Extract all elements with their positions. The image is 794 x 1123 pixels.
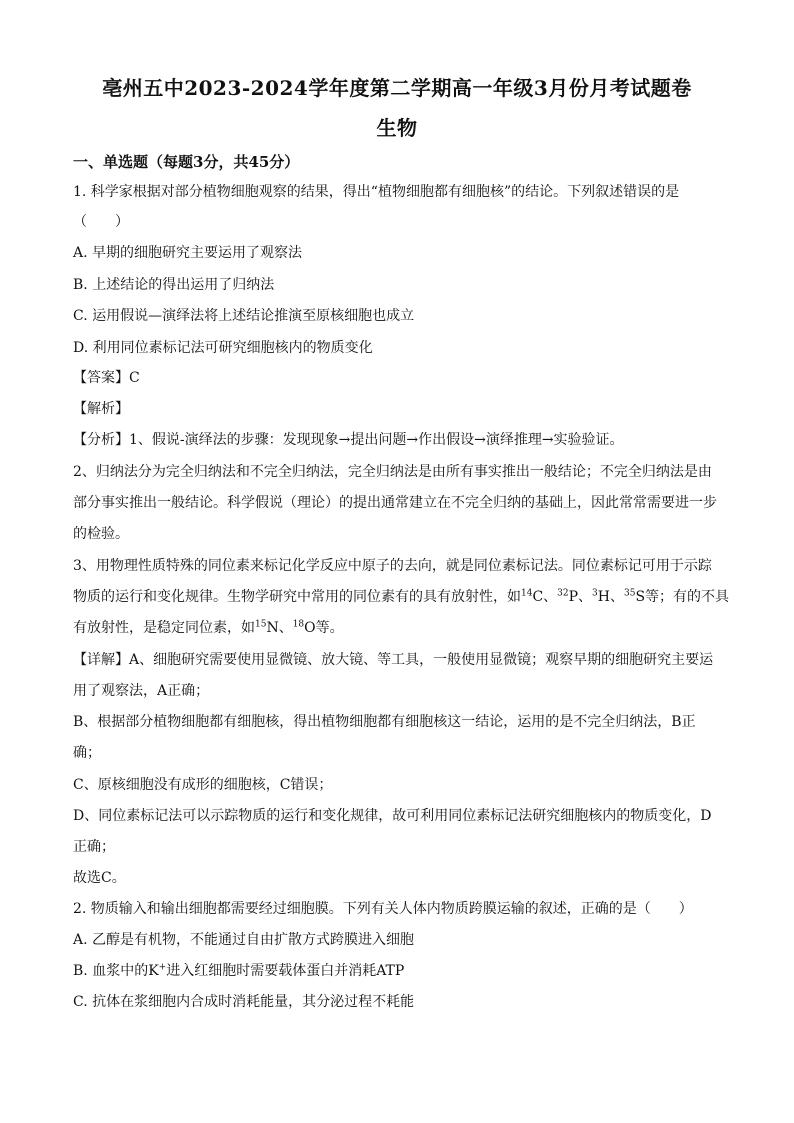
subject-title: 生物	[376, 116, 418, 140]
isotope-o18-mass: 18	[292, 619, 305, 630]
q2-option-b-text-end: 进入红细胞时需要载体蛋白并消耗ATP	[166, 963, 405, 979]
q2-stem: 2. 物质输入和输出细胞都需要经过细胞膜。下列有关人体内物质跨膜运输的叙述，正确的是（ ）	[73, 901, 693, 917]
q1-analysis-label: 【解析】	[73, 401, 129, 417]
q1-option-d: D. 利用同位素标记法可研究细胞核内的物质变化	[73, 340, 373, 356]
section-heading: 一、单选题（每题3分，共45分）	[73, 153, 300, 171]
q1-analysis-line4: 的检验。	[73, 526, 129, 542]
q1-detail-line4: 确；	[73, 745, 101, 761]
isotope-n15-symbol: N、	[266, 620, 293, 636]
q1-detail-line6: D、同位素标记法可以示踪物质的运行和变化规律，故可利用同位素标记法研究细胞核内的物质变化，D	[73, 808, 712, 824]
q1-detail-line3: B、根据部分植物细胞都有细胞核，得出植物细胞都有细胞核这一结论，运用的是不完全归纳法，B正	[73, 714, 696, 730]
potassium-charge: +	[158, 962, 167, 973]
q1-detail-line8: 故选C。	[73, 870, 126, 886]
q1-detail-line5: C、原核细胞没有成形的细胞核，C错误；	[73, 777, 333, 793]
q2-option-b	[73, 961, 723, 981]
q1-stem-line2: （ ）	[73, 214, 129, 230]
q1-analysis-line6-text: 物质的运行和变化规律。生物学研究中常用的同位素有的具有放射性，如	[73, 589, 521, 605]
isotope-s35-symbol: S等；有的不具	[635, 589, 730, 605]
isotope-c14-symbol: C、	[532, 589, 558, 605]
q1-analysis-line5: 3、用物理性质特殊的同位素来标记化学反应中原子的去向，就是同位素标记法。同位素标记可用于示踪	[73, 558, 712, 574]
q1-answer: 【答案】C	[73, 370, 140, 386]
q1-analysis-line2: 2、归纳法分为完全归纳法和不完全归纳法，完全归纳法是由所有事实推出一般结论；不完全归纳法是由	[73, 464, 712, 480]
q2-option-c: C. 抗体在浆细胞内合成时消耗能量，其分泌过程不耗能	[73, 994, 415, 1010]
isotope-h3-symbol: H、	[597, 589, 624, 605]
q2-option-b-text-start: B. 血浆中的K	[73, 963, 159, 979]
q1-detail-line7: 正确；	[73, 839, 115, 855]
q2-option-a: A. 乙醇是有机物，不能通过自由扩散方式跨膜进入细胞	[73, 932, 415, 948]
q1-analysis-line7	[73, 618, 723, 638]
q1-analysis-line6	[73, 587, 730, 607]
q1-option-c: C. 运用假说—演绎法将上述结论推演至原核细胞也成立	[73, 308, 415, 324]
q1-analysis-line1: 【分析】1、假说-演绎法的步骤：发现现象→提出问题→作出假设→演绎推理→实验验证。	[73, 432, 624, 448]
q1-detail-line2: 用了观察法，A正确；	[73, 683, 210, 699]
isotope-h3-mass: 3	[592, 588, 598, 599]
q1-option-a: A. 早期的细胞研究主要运用了观察法	[73, 245, 303, 261]
isotope-s35-mass: 35	[624, 588, 636, 599]
q1-analysis-line7-text: 有放射性，是稳定同位素，如	[73, 620, 255, 636]
q1-option-b: B. 上述结论的得出运用了归纳法	[73, 277, 275, 293]
isotope-n15-mass: 15	[255, 619, 267, 630]
q1-analysis-line3: 部分事实推出一般结论。科学假说（理论）的提出通常建立在不完全归纳的基础上，因此常常需要进一步	[73, 495, 717, 511]
q1-detail-line1: 【详解】A、细胞研究需要使用显微镜、放大镜、等工具，一般使用显微镜；观察早期的细胞研究主要运	[73, 652, 714, 668]
isotope-p32-symbol: P、	[568, 589, 593, 605]
isotope-o18-symbol: O等。	[304, 620, 344, 636]
q1-stem-line1: 1. 科学家根据对部分植物细胞观察的结果，得出“植物细胞都有细胞核”的结论。下列叙述错误的是	[73, 184, 680, 200]
document-title: 亳州五中2023-2024学年度第二学期高一年级3月份月考试题卷	[102, 76, 692, 100]
isotope-c14-mass: 14	[521, 588, 533, 599]
isotope-p32-mass: 32	[557, 588, 569, 599]
